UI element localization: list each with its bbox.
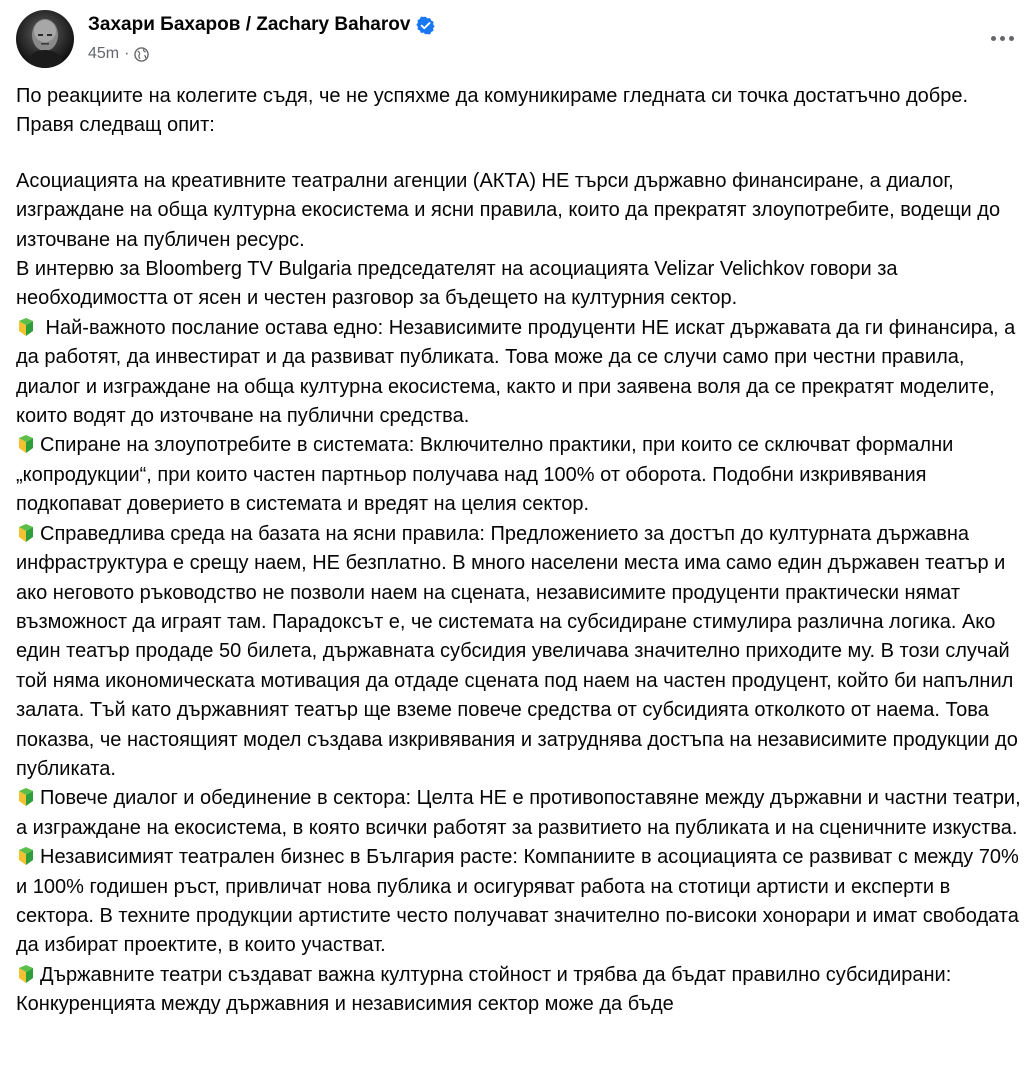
leaf-icon bbox=[16, 317, 36, 337]
leaf-icon bbox=[16, 964, 36, 984]
leaf-icon bbox=[16, 434, 36, 454]
bullet-item-5 bbox=[16, 843, 1024, 961]
bullet-text-3: Справедлива среда на базата на ясни правила: Предложението за достъп до културната държавна инфраструктура е срещу наем, НЕ безплатно. В много населени места има само един държавен театър и ако неговото ръководство не позволи наем на сцената, независимите продуценти практически нямат възможност да играят там. Парадоксът е, че системата на субсидиране стимулира различна логика. Ако един театър продаде 50 билета, държавната субсидия увеличава значително приходите му. В този случай той няма икономическата мотивация да отдаде сцената под наем на частен продуцент, който би напълнил залата. Тъй като държавният театър ще вземе повече средства от субсидията отколкото от наема. Това показва, че настоящият модел създава изкривявания и затруднява достъпа на независимите продукции до публиката. bbox=[16, 522, 1018, 780]
avatar-portrait-icon bbox=[16, 10, 74, 68]
bullet-item-6 bbox=[16, 961, 1024, 1020]
bullet-text-1: Най-важното послание остава едно: Независимите продуценти НЕ искат държавата да ги финансира, а да работят, да инвестират и да развиват публиката. Това може да се случи само при честни правила, диалог и изграждане на обща културна екосистема, както и при заявена воля да се прекратят моделите, които водят до източване на публични средства. bbox=[16, 316, 1016, 428]
bullet-text-4: Повече диалог и обединение в сектора: Целта НЕ е противопоставяне между държавни и частни театри, а изграждане на екосистема, в която всички работят за развитието на публиката и на сценичните изкуства. bbox=[16, 787, 1021, 839]
post-paragraph-1: Асоциацията на креативните театрални агенции (АКТА) НЕ търси държавно финансиране, а диалог, изграждане на обща културна екосистема и ясни правила, които да прекратят злоупотребите, водещи до източване на публичен ресурс. bbox=[16, 169, 1001, 251]
globe-icon[interactable] bbox=[134, 47, 149, 62]
post-meta bbox=[88, 45, 149, 63]
bullet-item-3 bbox=[16, 520, 1024, 785]
leaf-icon bbox=[16, 787, 36, 807]
leaf-icon bbox=[16, 523, 36, 543]
bullet-text-5: Независимият театрален бизнес в България расте: Компаниите в асоциацията се развиват с между 70% и 100% годишен ръст, привличат нова публика и осигуряват работа на стотици артисти и експерти в сектора. В техните продукции артистите често получават значително по-високи хонорари и имат свободата да избират проектите, в които участват. bbox=[16, 846, 1019, 957]
leaf-icon bbox=[16, 846, 36, 866]
bullet-text-2: Спиране на злоупотребите в системата: Включително практики, при които се сключват формални „копродукции“, при които частен партньор получава над 100% от оборота. Подобни изкривявания подкопават доверието в системата и вредят на целия сектор. bbox=[16, 434, 954, 516]
post-header bbox=[16, 8, 1020, 70]
avatar[interactable] bbox=[16, 10, 74, 68]
more-options-icon bbox=[991, 36, 996, 41]
post-timestamp[interactable]: 45m bbox=[88, 45, 120, 62]
post-paragraph-2: В интервю за Bloomberg TV Bulgaria председателят на асоциацията Velizar Velichkov говори за необходимостта от ясен и честен разговор за бъдещето на културния сектор. bbox=[16, 258, 898, 310]
more-options-dot bbox=[1009, 36, 1014, 41]
author-name-link[interactable] bbox=[88, 14, 435, 36]
bullet-text-6: Държавните театри създават важна културна стойност и трябва да бъдат правилно субсидирани: Конкуренцията между държавния и независимия сектор може да бъде bbox=[16, 963, 952, 1016]
verified-badge-icon bbox=[416, 16, 435, 35]
author-name[interactable]: Захари Бахаров / Zachary Baharov bbox=[88, 14, 411, 35]
post-body bbox=[16, 82, 1024, 1020]
bullet-item-2 bbox=[16, 431, 1024, 519]
bullet-item-1 bbox=[16, 314, 1024, 432]
meta-separator: · bbox=[124, 45, 130, 62]
more-options-dot bbox=[1000, 36, 1005, 41]
bullet-item-4 bbox=[16, 784, 1024, 843]
more-options-button[interactable] bbox=[984, 20, 1020, 56]
post-intro: По реакциите на колегите съдя, че не успяхме да комуникираме гледната си точка достатъчно добре. Правя следващ опит: bbox=[16, 85, 969, 137]
